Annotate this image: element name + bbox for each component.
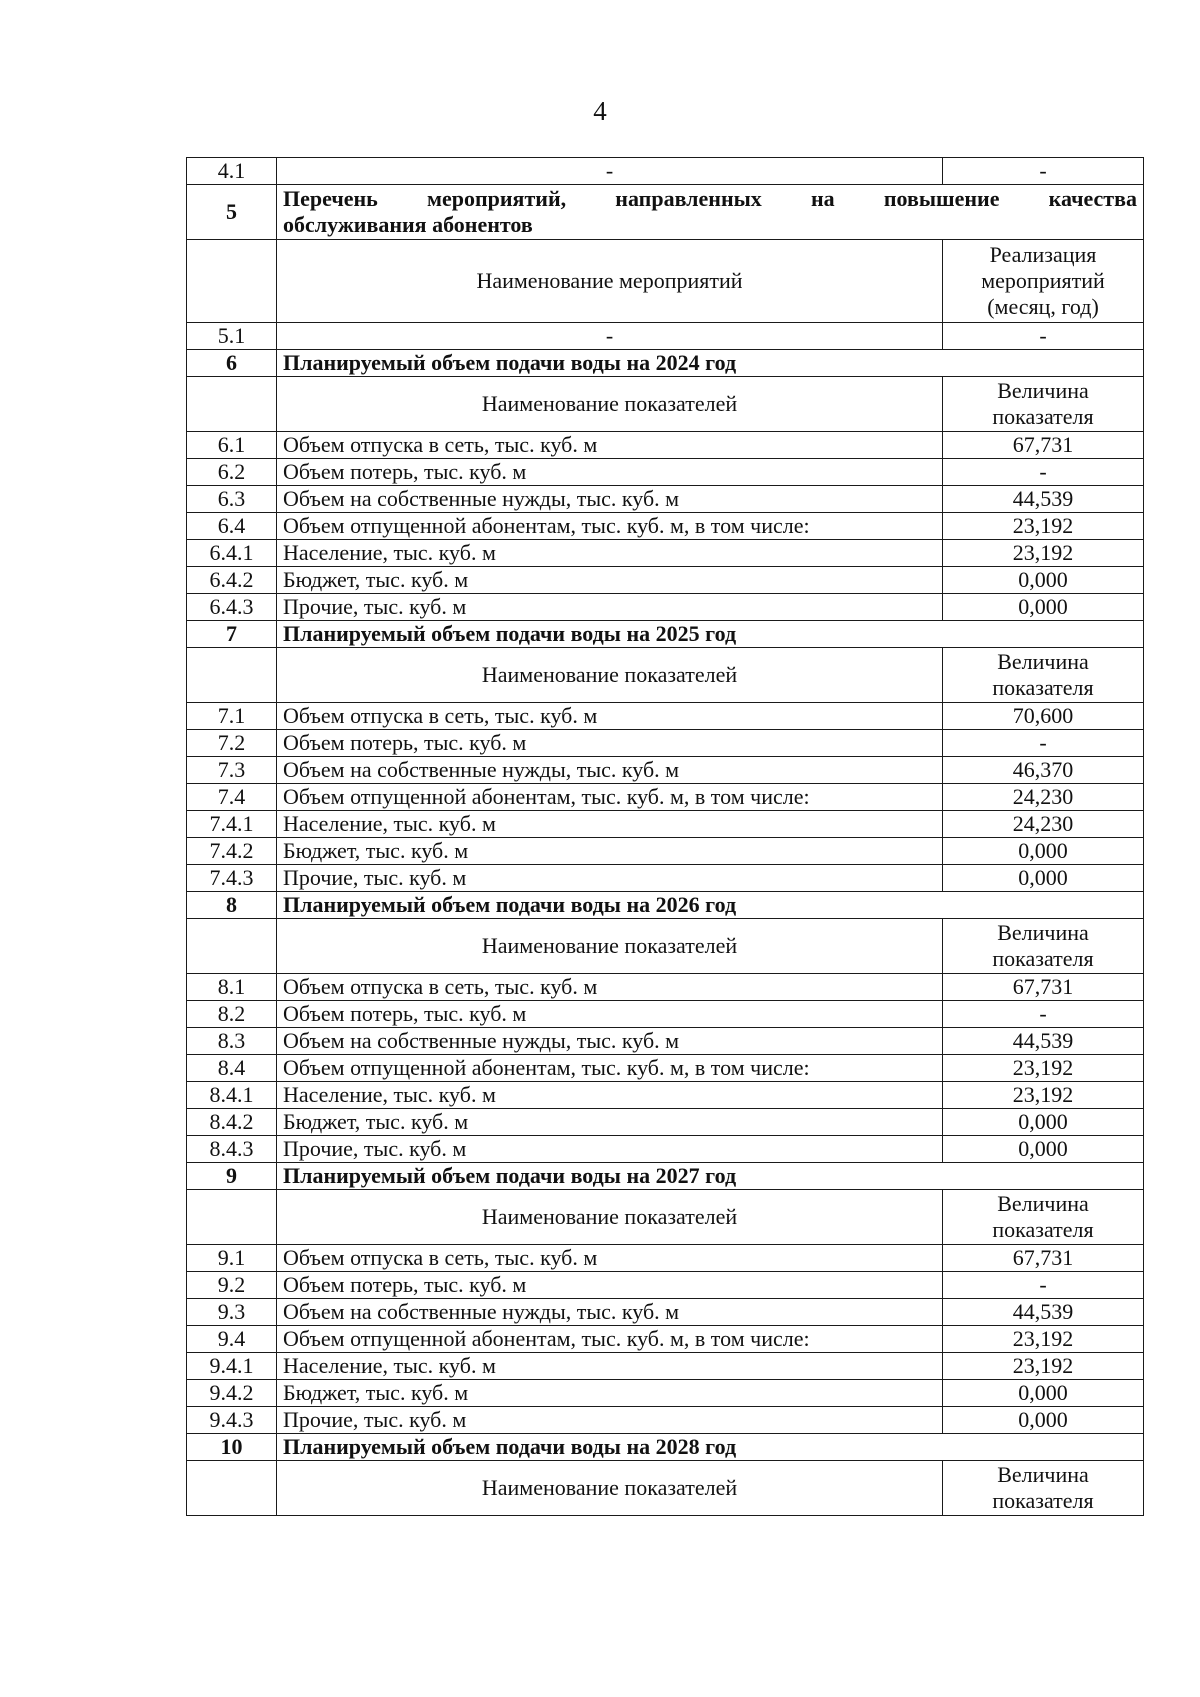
row-value: 23,192	[943, 1353, 1144, 1380]
row-name: Объем потерь, тыс. куб. м	[277, 1001, 943, 1028]
row-value: 23,192	[943, 1326, 1144, 1353]
column-header-row	[187, 919, 1144, 974]
row-number: 7.4.1	[187, 811, 277, 838]
row-number: 7.4.3	[187, 865, 277, 892]
row-value: 44,539	[943, 1028, 1144, 1055]
table-row	[187, 1299, 1144, 1326]
row-name: Бюджет, тыс. куб. м	[277, 567, 943, 594]
table-row	[187, 811, 1144, 838]
table-row	[187, 158, 1144, 185]
row-value: 44,539	[943, 1299, 1144, 1326]
row-name: Объем отпуска в сеть, тыс. куб. м	[277, 974, 943, 1001]
row-value: 67,731	[943, 1245, 1144, 1272]
column-header-row	[187, 377, 1144, 432]
row-value: 23,192	[943, 540, 1144, 567]
table-row	[187, 865, 1144, 892]
table-row	[187, 1082, 1144, 1109]
header-name: Наименование показателей	[277, 377, 943, 432]
row-value: -	[943, 1272, 1144, 1299]
row-name: -	[277, 158, 943, 185]
data-table	[186, 157, 1144, 1516]
row-number: 8.4.1	[187, 1082, 277, 1109]
row-number: 6.3	[187, 486, 277, 513]
section-title: Планируемый объем подачи воды на 2024 год	[277, 350, 1144, 377]
section-number: 6	[187, 350, 277, 377]
row-value: 23,192	[943, 1082, 1144, 1109]
row-name: Объем на собственные нужды, тыс. куб. м	[277, 757, 943, 784]
header-number-cell	[187, 648, 277, 703]
page-number: 4	[593, 96, 607, 126]
section-title: Планируемый объем подачи воды на 2026 год	[277, 892, 1144, 919]
table-row	[187, 730, 1144, 757]
section-number: 5	[187, 185, 277, 240]
header-number-cell	[187, 377, 277, 432]
section-title-row	[187, 892, 1144, 919]
header-value: Величина показателя	[943, 648, 1144, 703]
row-number: 8.3	[187, 1028, 277, 1055]
row-value: 24,230	[943, 784, 1144, 811]
header-name: Наименование показателей	[277, 919, 943, 974]
table-row	[187, 1353, 1144, 1380]
column-header-row	[187, 648, 1144, 703]
row-name: Объем отпущенной абонентам, тыс. куб. м, в том числе:	[277, 513, 943, 540]
row-value: 0,000	[943, 594, 1144, 621]
row-number: 8.4.3	[187, 1136, 277, 1163]
row-number: 6.1	[187, 432, 277, 459]
row-number: 8.4.2	[187, 1109, 277, 1136]
table-row	[187, 594, 1144, 621]
table-row	[187, 838, 1144, 865]
table-row	[187, 1407, 1144, 1434]
row-value: 0,000	[943, 1407, 1144, 1434]
row-name: Объем на собственные нужды, тыс. куб. м	[277, 486, 943, 513]
row-number: 7.4.2	[187, 838, 277, 865]
table-row	[187, 567, 1144, 594]
row-name: -	[277, 323, 943, 350]
row-name: Объем на собственные нужды, тыс. куб. м	[277, 1299, 943, 1326]
row-name: Бюджет, тыс. куб. м	[277, 838, 943, 865]
column-header-row	[187, 1190, 1144, 1245]
table-row	[187, 540, 1144, 567]
row-name: Прочие, тыс. куб. м	[277, 594, 943, 621]
header-name: Наименование показателей	[277, 1190, 943, 1245]
header-value: Величина показателя	[943, 1461, 1144, 1516]
row-name: Население, тыс. куб. м	[277, 1353, 943, 1380]
row-number: 9.1	[187, 1245, 277, 1272]
row-number: 6.2	[187, 459, 277, 486]
row-value: -	[943, 158, 1144, 185]
row-name: Объем потерь, тыс. куб. м	[277, 459, 943, 486]
table-row	[187, 1272, 1144, 1299]
table-row	[187, 1380, 1144, 1407]
row-name: Бюджет, тыс. куб. м	[277, 1380, 943, 1407]
table-row	[187, 784, 1144, 811]
row-name: Объем отпуска в сеть, тыс. куб. м	[277, 432, 943, 459]
row-name: Бюджет, тыс. куб. м	[277, 1109, 943, 1136]
section-title	[277, 185, 1144, 240]
section-number: 9	[187, 1163, 277, 1190]
row-name: Население, тыс. куб. м	[277, 1082, 943, 1109]
row-value: 70,600	[943, 703, 1144, 730]
row-value: 0,000	[943, 838, 1144, 865]
table-row	[187, 757, 1144, 784]
header-number-cell	[187, 919, 277, 974]
row-number: 8.1	[187, 974, 277, 1001]
row-value: -	[943, 730, 1144, 757]
row-name: Прочие, тыс. куб. м	[277, 1407, 943, 1434]
header-number-cell	[187, 240, 277, 323]
row-number: 7.2	[187, 730, 277, 757]
row-name: Объем потерь, тыс. куб. м	[277, 1272, 943, 1299]
row-number: 4.1	[187, 158, 277, 185]
table-row	[187, 513, 1144, 540]
header-name: Наименование показателей	[277, 1461, 943, 1516]
row-value: 0,000	[943, 567, 1144, 594]
row-name: Объем на собственные нужды, тыс. куб. м	[277, 1028, 943, 1055]
header-value: Реализация мероприятий (месяц, год)	[943, 240, 1144, 323]
row-name: Объем отпуска в сеть, тыс. куб. м	[277, 703, 943, 730]
row-value: 0,000	[943, 1136, 1144, 1163]
row-number: 9.4.3	[187, 1407, 277, 1434]
row-value: 67,731	[943, 432, 1144, 459]
section-title-row	[187, 185, 1144, 240]
section-title-row	[187, 1434, 1144, 1461]
header-value: Величина показателя	[943, 1190, 1144, 1245]
row-value: 0,000	[943, 1380, 1144, 1407]
table-row	[187, 486, 1144, 513]
table-row	[187, 703, 1144, 730]
row-number: 7.4	[187, 784, 277, 811]
row-name: Объем отпущенной абонентам, тыс. куб. м, в том числе:	[277, 1055, 943, 1082]
row-name: Население, тыс. куб. м	[277, 811, 943, 838]
table-row	[187, 1055, 1144, 1082]
row-number: 8.4	[187, 1055, 277, 1082]
row-number: 6.4.1	[187, 540, 277, 567]
row-number: 9.4.2	[187, 1380, 277, 1407]
header-value: Величина показателя	[943, 919, 1144, 974]
header-number-cell	[187, 1190, 277, 1245]
section-title: Планируемый объем подачи воды на 2028 год	[277, 1434, 1144, 1461]
row-value: 46,370	[943, 757, 1144, 784]
row-value: 44,539	[943, 486, 1144, 513]
row-name: Объем отпущенной абонентам, тыс. куб. м, в том числе:	[277, 784, 943, 811]
table-row	[187, 1245, 1144, 1272]
row-number: 7.1	[187, 703, 277, 730]
header-name: Наименование показателей	[277, 648, 943, 703]
row-number: 9.3	[187, 1299, 277, 1326]
column-header-row	[187, 240, 1144, 323]
row-value: 0,000	[943, 1109, 1144, 1136]
row-value: 0,000	[943, 865, 1144, 892]
section-number: 7	[187, 621, 277, 648]
table-row	[187, 1109, 1144, 1136]
row-number: 9.4.1	[187, 1353, 277, 1380]
row-value: 24,230	[943, 811, 1144, 838]
header-name: Наименование мероприятий	[277, 240, 943, 323]
table-row	[187, 459, 1144, 486]
row-name: Прочие, тыс. куб. м	[277, 865, 943, 892]
row-number: 6.4.3	[187, 594, 277, 621]
section-title: Планируемый объем подачи воды на 2027 год	[277, 1163, 1144, 1190]
section-title-row	[187, 1163, 1144, 1190]
row-value: 23,192	[943, 513, 1144, 540]
section-title: Планируемый объем подачи воды на 2025 год	[277, 621, 1144, 648]
row-value: -	[943, 459, 1144, 486]
section-title-row	[187, 621, 1144, 648]
row-number: 5.1	[187, 323, 277, 350]
row-value: 67,731	[943, 974, 1144, 1001]
row-name: Объем отпущенной абонентам, тыс. куб. м, в том числе:	[277, 1326, 943, 1353]
section-title-row	[187, 350, 1144, 377]
section-title-line: Перечень мероприятий, направленных на повышение качества	[283, 186, 1137, 211]
header-value: Величина показателя	[943, 377, 1144, 432]
row-value: -	[943, 1001, 1144, 1028]
column-header-row	[187, 1461, 1144, 1516]
section-number: 8	[187, 892, 277, 919]
table-row	[187, 323, 1144, 350]
table-row	[187, 974, 1144, 1001]
row-number: 6.4	[187, 513, 277, 540]
row-number: 9.2	[187, 1272, 277, 1299]
header-number-cell	[187, 1461, 277, 1516]
row-number: 8.2	[187, 1001, 277, 1028]
row-number: 9.4	[187, 1326, 277, 1353]
table-row	[187, 432, 1144, 459]
table-row	[187, 1136, 1144, 1163]
table-row	[187, 1001, 1144, 1028]
row-name: Объем потерь, тыс. куб. м	[277, 730, 943, 757]
row-number: 7.3	[187, 757, 277, 784]
row-value: -	[943, 323, 1144, 350]
section-number: 10	[187, 1434, 277, 1461]
table-row	[187, 1028, 1144, 1055]
table-row	[187, 1326, 1144, 1353]
row-name: Объем отпуска в сеть, тыс. куб. м	[277, 1245, 943, 1272]
section-title-line: обслуживания абонентов	[283, 212, 533, 237]
row-value: 23,192	[943, 1055, 1144, 1082]
row-number: 6.4.2	[187, 567, 277, 594]
row-name: Население, тыс. куб. м	[277, 540, 943, 567]
row-name: Прочие, тыс. куб. м	[277, 1136, 943, 1163]
